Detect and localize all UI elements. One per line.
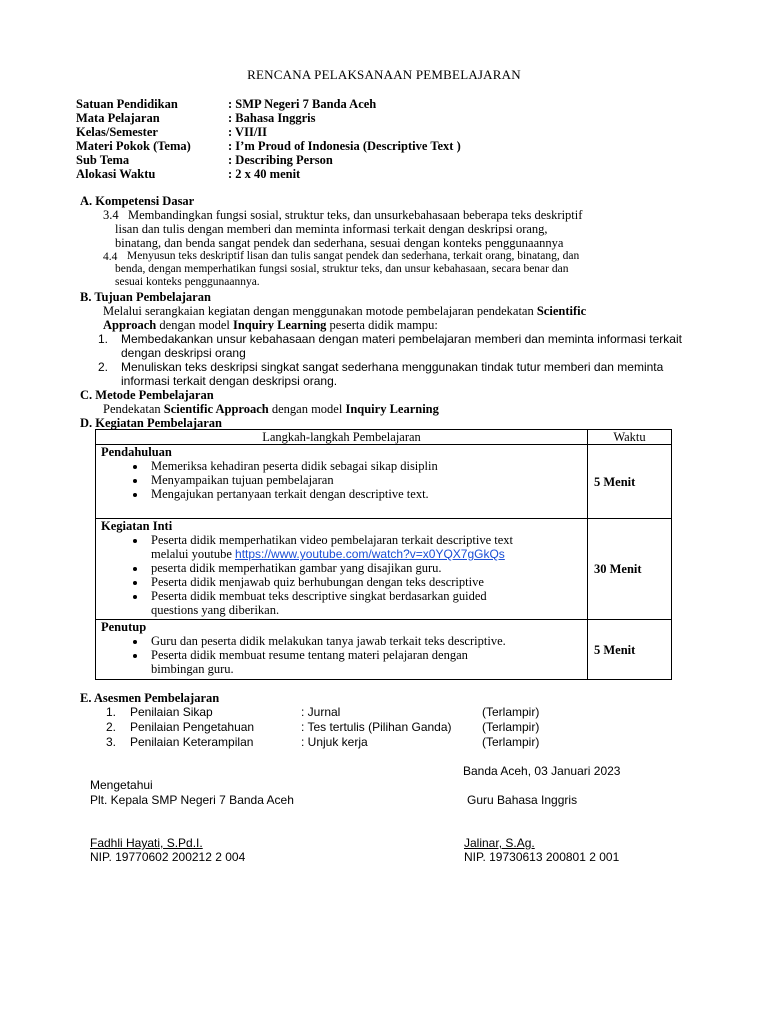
assessment-note: (Terlampir) — [482, 720, 540, 734]
intro-text: dengan model — [156, 318, 233, 332]
page-title: RENCANA PELAKSANAAN PEMBELAJARAN — [247, 67, 521, 82]
list-item: • Mengajukan pertanyaan terkait dengan descriptive text. — [147, 487, 582, 501]
identity-label-kelas: Kelas/Semester — [76, 125, 158, 139]
intro-text: peserta didik mampu: — [326, 318, 438, 332]
goal-1-line: Membedakankan unsur kebahasaan dengan materi pembelajaran memberi dan meminta informasi terkait — [121, 332, 682, 346]
left-signer-nip: NIP. 19770602 200212 2 004 — [90, 850, 246, 864]
left-signer-name: Fadhli Hayati, S.Pd.I. — [90, 836, 203, 850]
table-row-penutup — [96, 620, 672, 680]
right-signer-name: Jalinar, S.Ag. — [464, 836, 535, 850]
identity-value-subtema: : Describing Person — [228, 153, 333, 167]
section-c-heading: C. Metode Pembelajaran — [80, 388, 214, 402]
intro-bold-inquiry: Inquiry Learning — [232, 318, 327, 332]
section-c-text — [103, 402, 439, 416]
place-date: Banda Aceh, 03 Januari 2023 — [463, 764, 621, 778]
assessment-name: Penilaian Keterampilan — [130, 735, 254, 749]
section-e-heading: E. Asesmen Pembelajaran — [80, 691, 220, 705]
left-signer-role: Plt. Kepala SMP Negeri 7 Banda Aceh — [90, 793, 294, 807]
time-penutup: 5 Menit — [588, 620, 672, 680]
table-row-inti — [96, 519, 672, 620]
identity-label-materi: Materi Pokok (Tema) — [76, 139, 191, 153]
assessment-method: : Unjuk kerja — [301, 735, 368, 749]
kd-3-4-number: 3.4 — [103, 208, 119, 222]
penutup-item-2-line2: bimbingan guru. — [151, 662, 234, 676]
identity-value-alokasi: : 2 x 40 menit — [228, 167, 301, 181]
right-signer-role: Guru Bahasa Inggris — [467, 793, 578, 807]
kd-4-4-line: benda, dengan memperhatikan fungsi sosial, struktur teks, dan unsur kebahasaan, secara benar dan — [115, 263, 569, 275]
youtube-link[interactable]: https://www.youtube.com/watch?v=x0YQX7gGkQs — [235, 547, 505, 561]
inti-item-4-line1: Peserta didik membuat teks descriptive singkat berdasarkan guided — [151, 589, 487, 603]
mengetahui-label: Mengetahui — [90, 778, 153, 792]
assessment-num: 2. — [106, 720, 117, 734]
list-item: • Guru dan peserta didik melakukan tanya jawab terkait teks descriptive. — [147, 634, 582, 648]
kd-3-4-line: Membandingkan fungsi sosial, struktur teks, dan unsurkebahasaan beberapa teks deskriptif — [128, 208, 583, 222]
table-row-pendahuluan — [96, 445, 672, 519]
identity-label-satuan: Satuan Pendidikan — [76, 97, 178, 111]
goal-1-number: 1. — [98, 332, 109, 346]
assessment-method: : Tes tertulis (Pilihan Ganda) — [301, 720, 452, 734]
method-bold-approach: Scientific Approach — [163, 402, 269, 416]
identity-label-mapel: Mata Pelajaran — [76, 111, 160, 125]
goal-1-line: dengan deskripsi orang — [121, 346, 246, 360]
time-pendahuluan: 5 Menit — [588, 445, 672, 519]
section-a-heading: A. Kompetensi Dasar — [80, 194, 195, 208]
assessment-method: : Jurnal — [301, 705, 341, 719]
cell-penutup — [96, 620, 588, 680]
assessment-note: (Terlampir) — [482, 735, 540, 749]
pendahuluan-title: Pendahuluan — [101, 445, 172, 459]
identity-value-materi: : I’m Proud of Indonesia (Descriptive Text ) — [228, 139, 461, 153]
table-header-row — [96, 430, 672, 445]
method-text: dengan model — [268, 402, 346, 416]
inti-title: Kegiatan Inti — [101, 519, 173, 533]
intro-bold-approach: Approach — [103, 318, 157, 332]
kd-3-4-line: binatang, dan benda sangat pendek dan sederhana, sesuai dengan konteks penggunaannya — [115, 236, 564, 250]
inti-item-4-line2: questions yang diberikan. — [151, 603, 280, 617]
list-item — [147, 589, 582, 617]
method-bold-model: Inquiry Learning — [345, 402, 439, 416]
section-b-intro — [103, 304, 586, 318]
cell-pendahuluan — [96, 445, 588, 519]
col-header-time: Waktu — [588, 430, 672, 445]
assessment-name: Penilaian Sikap — [130, 705, 213, 719]
identity-label-alokasi: Alokasi Waktu — [76, 167, 156, 181]
right-signer-nip: NIP. 19730613 200801 2 001 — [464, 850, 620, 864]
section-d-heading: D. Kegiatan Pembelajaran — [80, 416, 222, 430]
goal-2-number: 2. — [98, 360, 109, 374]
penutup-item-2-line1: Peserta didik membuat resume tentang materi pelajaran dengan — [151, 648, 468, 662]
col-header-steps: Langkah-langkah Pembelajaran — [96, 430, 588, 445]
penutup-title: Penutup — [101, 620, 147, 634]
kd-4-4-line: sesuai konteks penggunaannya. — [115, 276, 260, 288]
kd-4-4-number: 4.4 — [103, 251, 118, 263]
goal-2-line: Menuliskan teks deskripsi singkat sangat sederhana menggunakan tindak tutur memberi dan meminta — [121, 360, 664, 374]
list-item — [147, 648, 582, 676]
section-b-intro — [103, 318, 438, 332]
inti-item-1-line2: melalui youtube — [151, 547, 236, 561]
assessment-num: 3. — [106, 735, 117, 749]
goal-2-line: informasi terkait dengan deskripsi orang. — [121, 374, 338, 388]
section-b-heading: B. Tujuan Pembelajaran — [80, 290, 211, 304]
list-item — [147, 533, 582, 561]
kd-4-4-line: Menyusun teks deskriptif lisan dan tulis sangat pendek dan sederhana, terkait orang, binatang, dan — [127, 250, 580, 262]
assessment-num: 1. — [106, 705, 117, 719]
time-inti: 30 Menit — [588, 519, 672, 620]
assessment-name: Penilaian Pengetahuan — [130, 720, 255, 734]
intro-bold-scientific: Scientific — [536, 304, 587, 318]
method-text: Pendekatan — [103, 402, 164, 416]
list-item: • Menyampaikan tujuan pembelajaran — [147, 473, 582, 487]
cell-inti — [96, 519, 588, 620]
list-item: • Peserta didik menjawab quiz berhubungan dengan teks descriptive — [147, 575, 582, 589]
identity-value-mapel: : Bahasa Inggris — [228, 111, 316, 125]
identity-value-satuan: : SMP Negeri 7 Banda Aceh — [228, 97, 377, 111]
inti-item-1-line1: Peserta didik memperhatikan video pembelajaran terkait descriptive text — [151, 533, 514, 547]
kd-3-4-line: lisan dan tulis dengan memberi dan meminta informasi terkait dengan deskripsi orang, — [115, 222, 548, 236]
list-item: • Memeriksa kehadiran peserta didik sebagai sikap disiplin — [147, 459, 582, 473]
identity-label-subtema: Sub Tema — [76, 153, 130, 167]
assessment-note: (Terlampir) — [482, 705, 540, 719]
activities-table — [95, 429, 672, 680]
list-item: • peserta didik memperhatikan gambar yang disajikan guru. — [147, 561, 582, 575]
identity-value-kelas: : VII/II — [228, 125, 268, 139]
intro-text: Melalui serangkaian kegiatan dengan menggunakan motode pembelajaran pendekatan — [103, 304, 537, 318]
